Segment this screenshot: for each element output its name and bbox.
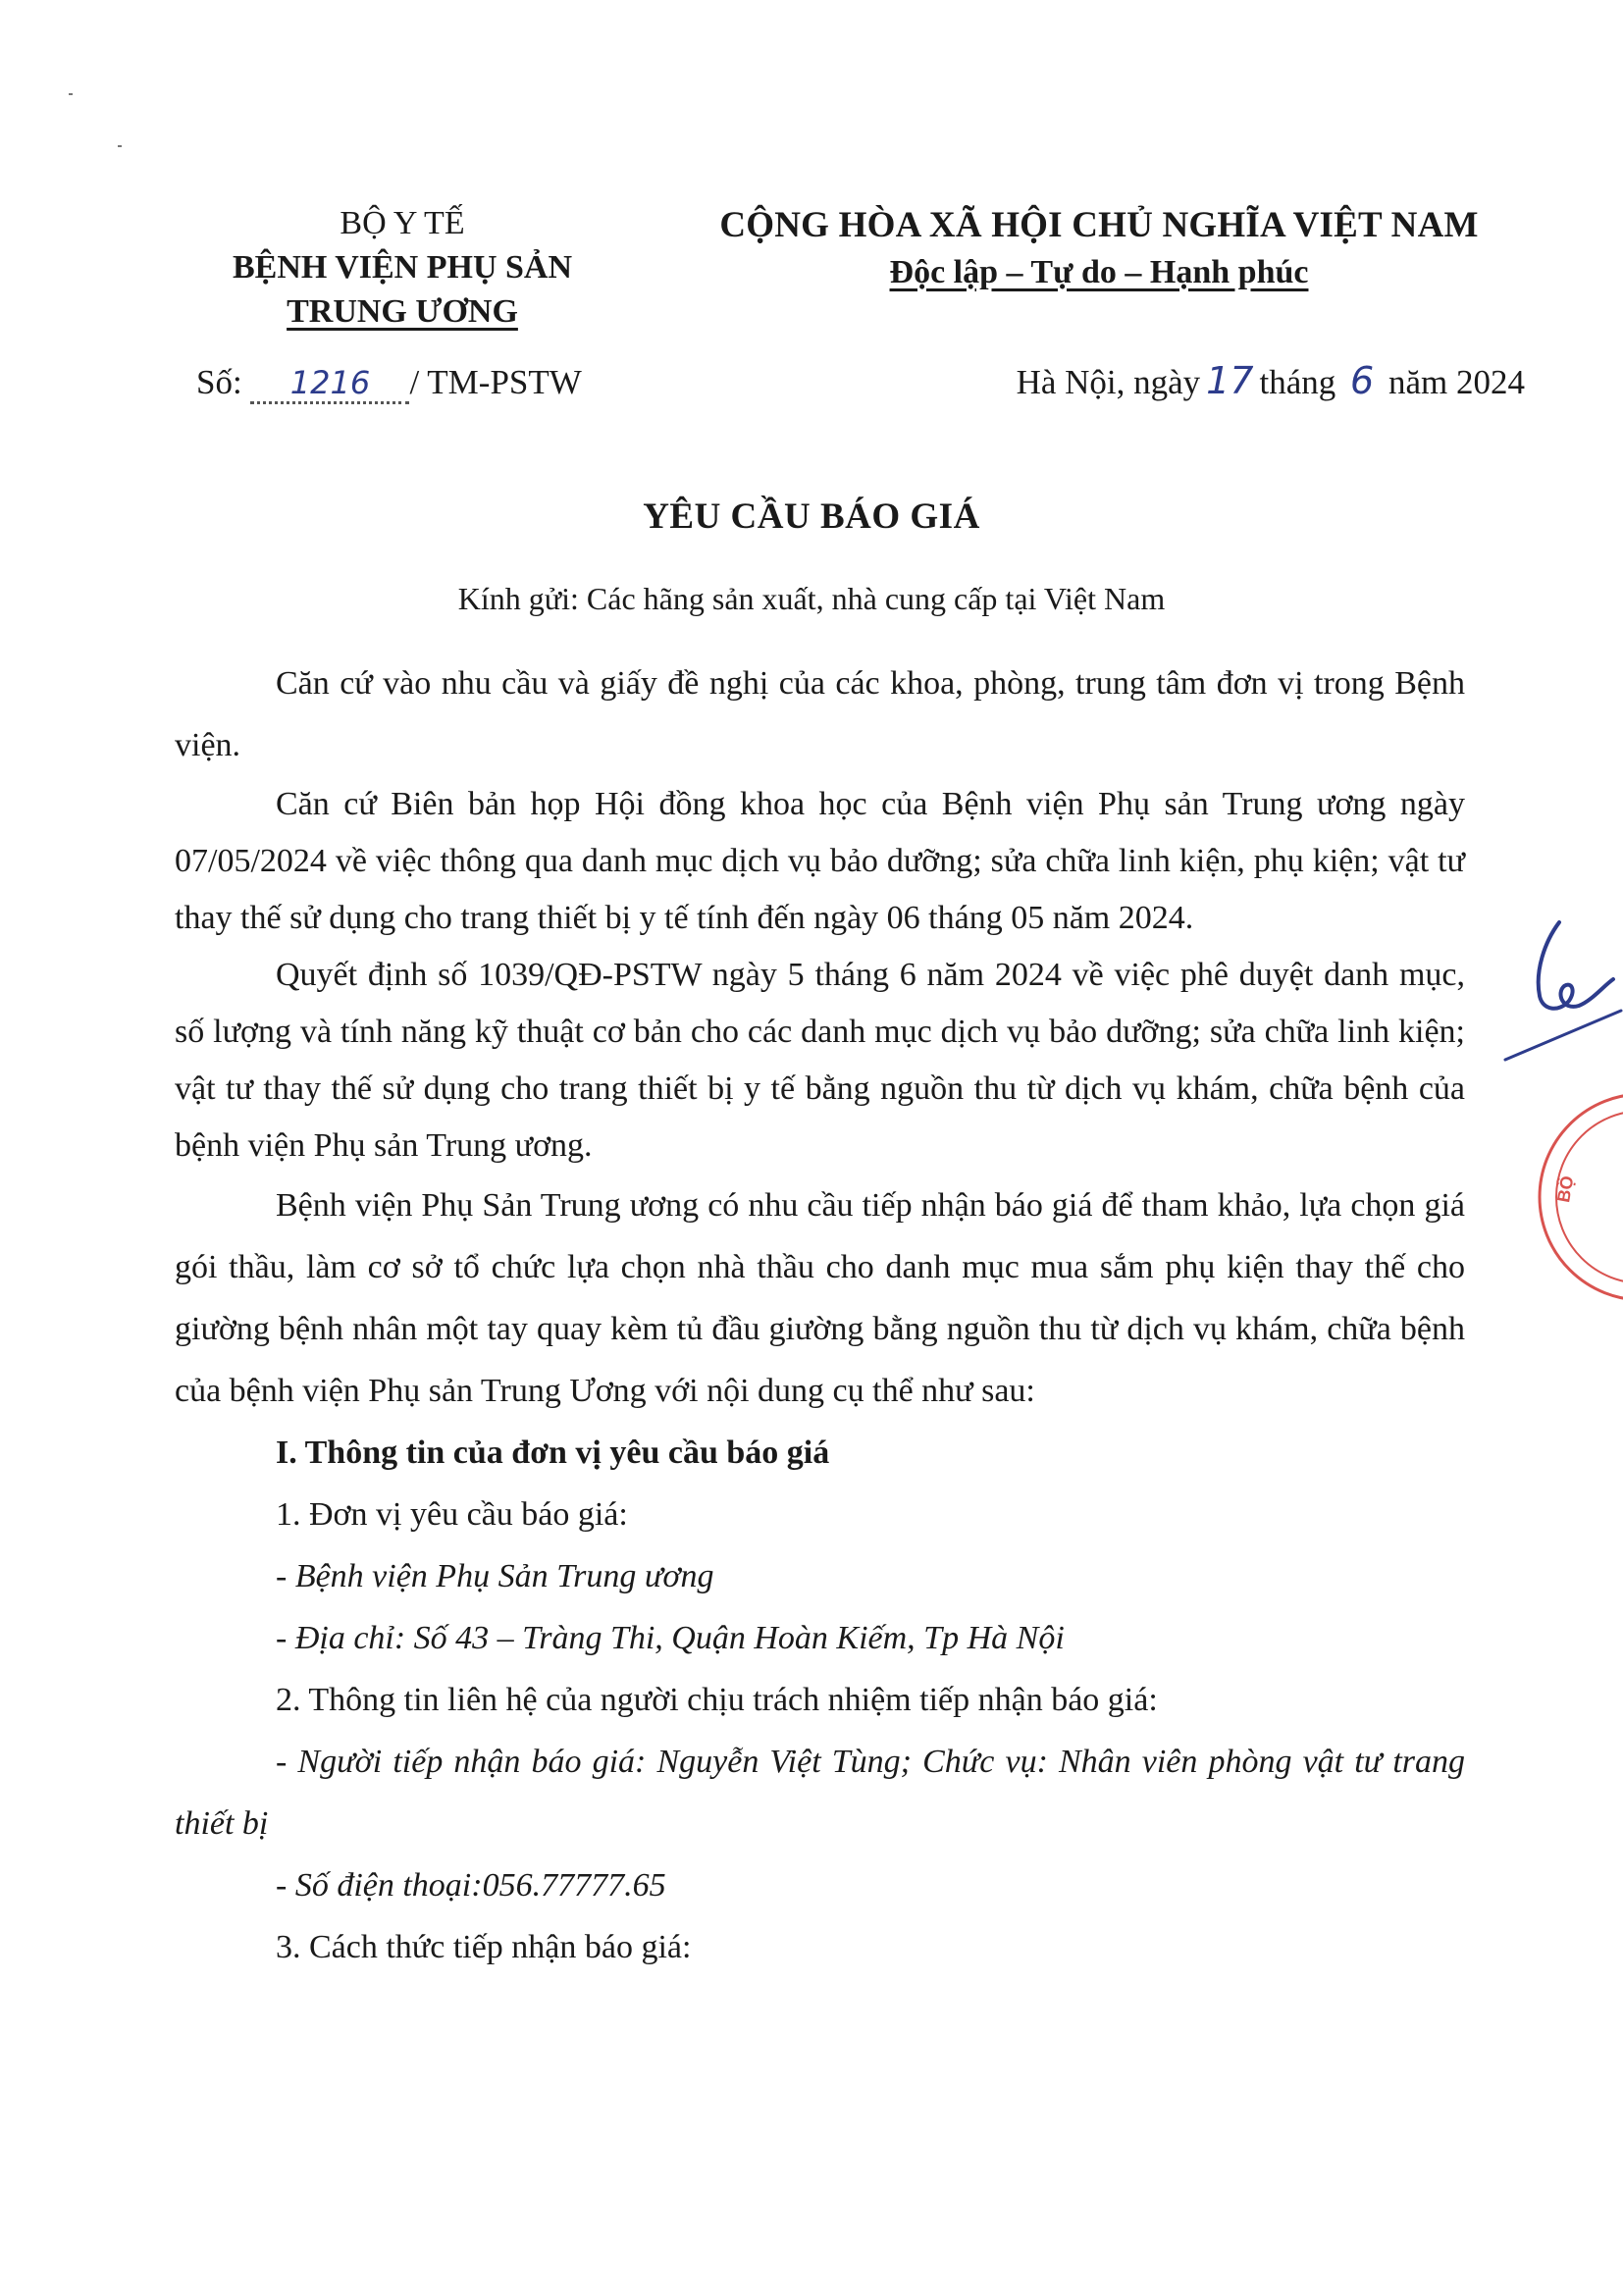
list-item: 2. Thông tin liên hệ của người chịu trách nhiệm tiếp nhận báo giá: [276, 1682, 1158, 1718]
list-item: - Số điện thoại:056.77777.65 [276, 1867, 666, 1904]
signature-mark [1466, 903, 1623, 1079]
document-number [196, 363, 582, 404]
list-item: 1. Đơn vị yêu cầu báo giá: [276, 1496, 628, 1533]
paragraph: Bệnh viện Phụ Sản Trung ương có nhu cầu tiếp nhận báo giá để tham khảo, lựa chọn giá gói thầu, làm cơ sở tổ chức lựa chọn nhà thầu cho danh mục mua sắm phụ kiện thay thế cho giường bệnh nhân một tay quay kèm tủ đầu giường bằng nguồn thu từ dịch vụ khám, chữa bệnh của bệnh viện Phụ sản Trung Ương với nội dung cụ thể như sau: [175, 1187, 1465, 1409]
document-title: YÊU CẦU BÁO GIÁ [643, 496, 980, 537]
list-item: - Bệnh viện Phụ Sản Trung ương [276, 1558, 714, 1594]
doc-number-suffix: / TM-PSTW [409, 363, 582, 401]
paragraph: Căn cứ vào nhu cầu và giấy đề nghị của các khoa, phòng, trung tâm đơn vị trong Bệnh viện. [175, 665, 1465, 763]
list-item: 3. Cách thức tiếp nhận báo giá: [276, 1929, 692, 1965]
doc-number-prefix: Số: [196, 363, 242, 401]
date-line [1017, 359, 1525, 402]
nation-title: CỘNG HÒA XÃ HỘI CHỦ NGHĨA VIỆT NAM [719, 205, 1479, 245]
stamp-text: BỘ [1553, 1174, 1578, 1204]
list-item: - Địa chỉ: Số 43 – Tràng Thi, Quận Hoàn Kiếm, Tp Hà Nội [276, 1620, 1065, 1656]
scan-speck [69, 93, 73, 95]
date-year: năm 2024 [1387, 363, 1525, 401]
hospital-name-line1: BỆNH VIỆN PHỤ SẢN [232, 249, 573, 286]
document-body [175, 652, 1465, 1978]
date-day-handwritten: 17 [1206, 359, 1254, 402]
red-stamp [1515, 1079, 1623, 1315]
doc-number-handwritten: 1216 [250, 364, 409, 404]
recipient-line: Kính gửi: Các hãng sản xuất, nhà cung cấp tại Việt Nam [457, 581, 1166, 616]
date-place: Hà Nội, ngày [1016, 363, 1201, 401]
scan-speck [118, 145, 122, 147]
national-header-block [628, 201, 1570, 295]
date-month-label: tháng [1259, 363, 1336, 401]
ministry-name: BỘ Y TẾ [340, 205, 465, 241]
paragraph: Quyết định số 1039/QĐ-PSTW ngày 5 tháng 6 năm 2024 về việc phê duyệt danh mục, số lượng và tính năng kỹ thuật cơ bản cho các danh mục dịch vụ bảo dưỡng; sửa chữa linh kiện; vật tư thay thế sử dụng cho trang thiết bị y tế bằng nguồn thu từ dịch vụ khám, chữa bệnh của bệnh viện Phụ sản Trung ương. [175, 957, 1465, 1164]
hospital-name-line2: TRUNG ƯƠNG [287, 293, 518, 330]
list-item: - Người tiếp nhận báo giá: Nguyễn Việt Tùng; Chức vụ: Nhân viên phòng vật tư trang thiết bị [175, 1744, 1465, 1842]
paragraph: Căn cứ Biên bản họp Hội đồng khoa học của Bệnh viện Phụ sản Trung ương ngày 07/05/2024 về việc thông qua danh mục dịch vụ bảo dưỡng; sửa chữa linh kiện, phụ kiện; vật tư thay thế sử dụng cho trang thiết bị y tế tính đến ngày 06 tháng 05 năm 2024. [175, 786, 1465, 936]
issuing-agency-block [167, 201, 638, 334]
national-motto: Độc lập – Tự do – Hạnh phúc [889, 254, 1309, 290]
date-month-handwritten: 6 [1350, 359, 1375, 402]
section-heading: I. Thông tin của đơn vị yêu cầu báo giá [276, 1435, 830, 1471]
